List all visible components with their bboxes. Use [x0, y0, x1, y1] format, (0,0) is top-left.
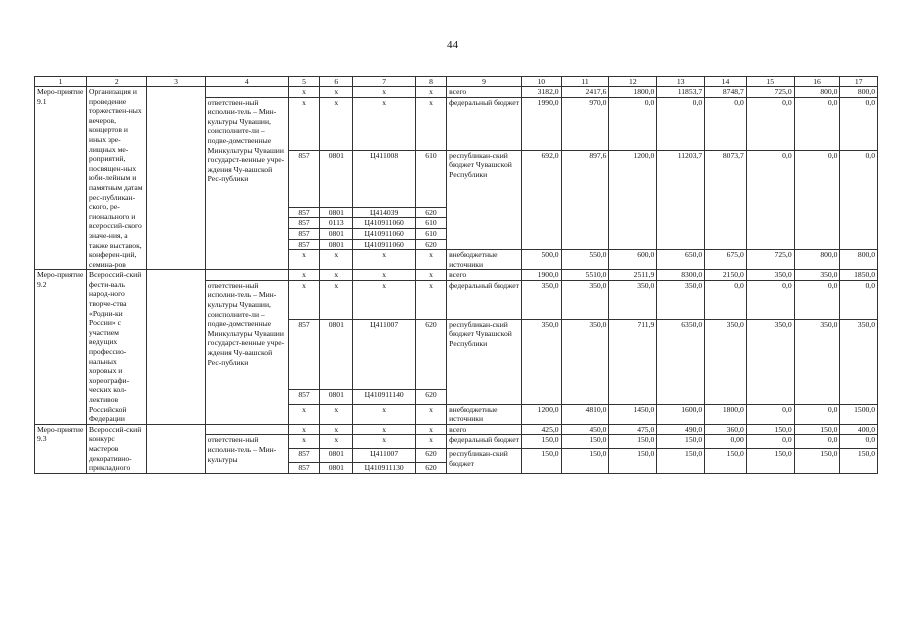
source-cell: федеральный бюджет — [447, 435, 522, 449]
section-code-cell: x — [320, 97, 353, 150]
source-cell: федеральный бюджет — [447, 97, 522, 150]
value-cell: 8748,7 — [705, 87, 747, 98]
col-header: 6 — [320, 77, 353, 87]
col-header: 13 — [657, 77, 705, 87]
expense-code-cell: 620 — [415, 449, 446, 463]
value-cell: 0,0 — [657, 97, 705, 150]
value-cell: 1450,0 — [609, 404, 657, 424]
target-code-cell: Ц410911060 — [353, 228, 415, 239]
executor-cell: ответствен-ный исполни-тель – Мин-культуры — [205, 435, 288, 473]
executor-empty-cell — [205, 87, 288, 98]
value-cell: 725,0 — [746, 250, 794, 270]
value-cell: 0,0 — [746, 280, 794, 319]
executor-cell: ответствен-ный исполни-тель – Мин-культуры Чувашии, соисполните-ли – подве-домственные Минкультуры Чувашии государст-венные учре-ждения Чу-вашской Рес-публики — [205, 97, 288, 270]
col-header: 4 — [205, 77, 288, 87]
value-cell: 150,0 — [657, 449, 705, 473]
value-cell: 970,0 — [561, 97, 609, 150]
value-cell: 1500,0 — [840, 404, 878, 424]
section-code-cell: 0113 — [320, 218, 353, 229]
expense-code-cell: 610 — [415, 228, 446, 239]
header-row — [35, 77, 878, 87]
source-cell: республикан-ский бюджет Чувашской Республики — [447, 150, 522, 249]
value-cell: 0,0 — [840, 280, 878, 319]
value-cell: 0,0 — [840, 97, 878, 150]
table-body — [35, 87, 878, 474]
value-cell: 150,0 — [746, 424, 794, 435]
value-cell: 675,0 — [705, 250, 747, 270]
target-code-cell: Ц410911130 — [353, 463, 415, 474]
source-cell: всего — [447, 87, 522, 98]
value-cell: 2417,6 — [561, 87, 609, 98]
section-code-cell: 0801 — [320, 239, 353, 250]
target-code-cell: x — [353, 97, 415, 150]
section-code-cell: x — [320, 435, 353, 449]
value-cell: 0,0 — [794, 97, 840, 150]
source-cell: всего — [447, 270, 522, 281]
value-cell: 350,0 — [522, 319, 562, 404]
value-cell: 1800,0 — [609, 87, 657, 98]
expense-code-cell: x — [415, 250, 446, 270]
target-code-cell: x — [353, 250, 415, 270]
value-cell: 1200,0 — [609, 150, 657, 249]
gr-code-cell: 857 — [288, 239, 319, 250]
value-cell: 800,0 — [840, 87, 878, 98]
value-cell: 0,0 — [705, 280, 747, 319]
gr-code-cell: x — [288, 404, 319, 424]
col-header: 12 — [609, 77, 657, 87]
value-cell: 150,0 — [657, 435, 705, 449]
target-code-cell: Ц411007 — [353, 449, 415, 463]
expense-code-cell: x — [415, 270, 446, 281]
value-cell: 150,0 — [705, 449, 747, 473]
value-cell: 800,0 — [840, 250, 878, 270]
gr-code-cell: x — [288, 280, 319, 319]
value-cell: 150,0 — [561, 435, 609, 449]
source-cell: федеральный бюджет — [447, 280, 522, 319]
section-code-cell: 0801 — [320, 150, 353, 207]
col-header: 16 — [794, 77, 840, 87]
value-cell: 350,0 — [522, 280, 562, 319]
source-cell: республикан-ский бюджет Чувашской Республики — [447, 319, 522, 404]
target-code-cell: Ц410911060 — [353, 218, 415, 229]
value-cell: 2511,9 — [609, 270, 657, 281]
col-header: 15 — [746, 77, 794, 87]
col-header: 9 — [447, 77, 522, 87]
col-header: 11 — [561, 77, 609, 87]
col-header: 2 — [87, 77, 147, 87]
col-header: 8 — [415, 77, 446, 87]
executor-cell: ответствен-ный исполни-тель – Мин-культуры Чувашии, соисполните-ли – подве-домственные Минкультуры Чувашии государст-венные учре-ждения Чу-вашской Рес-публики — [205, 280, 288, 424]
gr-code-cell: x — [288, 97, 319, 150]
source-cell: республикан-ский бюджет — [447, 449, 522, 473]
budget-table — [34, 76, 878, 474]
expense-code-cell: x — [415, 424, 446, 435]
empty-cell — [147, 270, 205, 425]
target-code-cell: x — [353, 435, 415, 449]
gr-code-cell: 857 — [288, 150, 319, 207]
source-cell: внебюджетные источники — [447, 250, 522, 270]
value-cell: 150,0 — [794, 424, 840, 435]
col-header: 5 — [288, 77, 319, 87]
value-cell: 1600,0 — [657, 404, 705, 424]
source-cell: всего — [447, 424, 522, 435]
value-cell: 150,0 — [522, 449, 562, 473]
target-code-cell: Ц411008 — [353, 150, 415, 207]
gr-code-cell: 857 — [288, 463, 319, 474]
value-cell: 0,00 — [705, 435, 747, 449]
target-code-cell: x — [353, 424, 415, 435]
expense-code-cell: 620 — [415, 207, 446, 218]
value-cell: 450,0 — [561, 424, 609, 435]
value-cell: 3182,0 — [522, 87, 562, 98]
value-cell: 5510,0 — [561, 270, 609, 281]
target-code-cell: Ц410911140 — [353, 389, 415, 404]
expense-code-cell: 620 — [415, 239, 446, 250]
expense-code-cell: 610 — [415, 150, 446, 207]
col-header: 1 — [35, 77, 87, 87]
page-number: 44 — [447, 39, 458, 51]
value-cell: 350,0 — [794, 319, 840, 404]
value-cell: 0,0 — [840, 435, 878, 449]
col-header: 17 — [840, 77, 878, 87]
value-cell: 0,0 — [705, 97, 747, 150]
value-cell: 600,0 — [609, 250, 657, 270]
section-code-cell: x — [320, 280, 353, 319]
empty-cell — [147, 87, 205, 270]
section-code-cell: 0801 — [320, 463, 353, 474]
value-cell: 725,0 — [746, 87, 794, 98]
value-cell: 8300,0 — [657, 270, 705, 281]
measure-name-cell: Всероссий-ский фести-валь народ-ного творче-ства «Родни-ки России» с участием ведущих профессио-нальных хоровых и хореографи-ческих кол-лективов Российской Федерации — [87, 270, 147, 425]
value-cell: 150,0 — [794, 449, 840, 473]
gr-code-cell: 857 — [288, 389, 319, 404]
value-cell: 425,0 — [522, 424, 562, 435]
value-cell: 490,0 — [657, 424, 705, 435]
value-cell: 150,0 — [522, 435, 562, 449]
measure-name-cell: Всероссий-ский конкурс мастеров декоративно-прикладного — [87, 424, 147, 473]
value-cell: 8073,7 — [705, 150, 747, 249]
value-cell: 650,0 — [657, 250, 705, 270]
expense-code-cell: 620 — [415, 319, 446, 389]
executor-empty-cell — [205, 270, 288, 281]
value-cell: 0,0 — [794, 404, 840, 424]
section-code-cell: x — [320, 404, 353, 424]
section-code-cell: 0801 — [320, 319, 353, 389]
value-cell: 350,0 — [746, 319, 794, 404]
gr-code-cell: x — [288, 87, 319, 98]
value-cell: 0,0 — [746, 435, 794, 449]
measure-name-cell: Организация и проведение торжествен-ных вечеров, концертов и иных зре-лищных ме-роприятий, посвящен-ных юби-лейным и памятным датам рес-публикан-ского, ре-гионального и всероссий-ского значе-ния, а также выставок, конферен-ций, семина-ров — [87, 87, 147, 270]
section-code-cell: 0801 — [320, 389, 353, 404]
gr-code-cell: x — [288, 270, 319, 281]
gr-code-cell: x — [288, 435, 319, 449]
value-cell: 350,0 — [561, 319, 609, 404]
section-code-cell: 0801 — [320, 449, 353, 463]
value-cell: 150,0 — [609, 449, 657, 473]
measure-cell: Меро-приятие 9.3 — [35, 424, 87, 473]
value-cell: 692,0 — [522, 150, 562, 249]
value-cell: 0,0 — [746, 97, 794, 150]
col-header: 3 — [147, 77, 205, 87]
measure-cell: Меро-приятие 9.1 — [35, 87, 87, 270]
value-cell: 0,0 — [746, 150, 794, 249]
value-cell: 550,0 — [561, 250, 609, 270]
table-row — [35, 87, 878, 98]
value-cell: 800,0 — [794, 87, 840, 98]
table-row — [35, 270, 878, 281]
value-cell: 350,0 — [657, 280, 705, 319]
value-cell: 150,0 — [561, 449, 609, 473]
expense-code-cell: 610 — [415, 218, 446, 229]
value-cell: 0,0 — [794, 150, 840, 249]
gr-code-cell: 857 — [288, 449, 319, 463]
executor-empty-cell — [205, 424, 288, 435]
gr-code-cell: x — [288, 424, 319, 435]
table-row — [35, 424, 878, 435]
gr-code-cell: 857 — [288, 228, 319, 239]
value-cell: 2150,0 — [705, 270, 747, 281]
target-code-cell: x — [353, 270, 415, 281]
section-code-cell: x — [320, 424, 353, 435]
value-cell: 350,0 — [705, 319, 747, 404]
value-cell: 0,0 — [794, 435, 840, 449]
gr-code-cell: 857 — [288, 319, 319, 389]
col-header: 7 — [353, 77, 415, 87]
measure-cell: Меро-приятие 9.2 — [35, 270, 87, 425]
value-cell: 350,0 — [609, 280, 657, 319]
value-cell: 350,0 — [561, 280, 609, 319]
expense-code-cell: x — [415, 435, 446, 449]
gr-code-cell: x — [288, 250, 319, 270]
value-cell: 1800,0 — [705, 404, 747, 424]
value-cell: 4810,0 — [561, 404, 609, 424]
col-header: 14 — [705, 77, 747, 87]
expense-code-cell: x — [415, 97, 446, 150]
expense-code-cell: x — [415, 280, 446, 319]
value-cell: 475,0 — [609, 424, 657, 435]
value-cell: 1850,0 — [840, 270, 878, 281]
value-cell: 360,0 — [705, 424, 747, 435]
value-cell: 1990,0 — [522, 97, 562, 150]
value-cell: 0,0 — [840, 150, 878, 249]
expense-code-cell: 620 — [415, 389, 446, 404]
value-cell: 711,9 — [609, 319, 657, 404]
source-cell: внебюджетные источники — [447, 404, 522, 424]
gr-code-cell: 857 — [288, 207, 319, 218]
value-cell: 1900,0 — [522, 270, 562, 281]
value-cell: 800,0 — [794, 250, 840, 270]
section-code-cell: x — [320, 250, 353, 270]
value-cell: 0,0 — [609, 97, 657, 150]
value-cell: 6350,0 — [657, 319, 705, 404]
expense-code-cell: x — [415, 404, 446, 424]
target-code-cell: Ц411007 — [353, 319, 415, 389]
value-cell: 400,0 — [840, 424, 878, 435]
value-cell: 150,0 — [746, 449, 794, 473]
value-cell: 500,0 — [522, 250, 562, 270]
target-code-cell: x — [353, 404, 415, 424]
section-code-cell: x — [320, 270, 353, 281]
value-cell: 11203,7 — [657, 150, 705, 249]
value-cell: 897,6 — [561, 150, 609, 249]
target-code-cell: x — [353, 280, 415, 319]
target-code-cell: x — [353, 87, 415, 98]
expense-code-cell: 620 — [415, 463, 446, 474]
value-cell: 1200,0 — [522, 404, 562, 424]
value-cell: 0,0 — [746, 404, 794, 424]
value-cell: 350,0 — [840, 319, 878, 404]
target-code-cell: Ц410911060 — [353, 239, 415, 250]
expense-code-cell: x — [415, 87, 446, 98]
gr-code-cell: 857 — [288, 218, 319, 229]
value-cell: 350,0 — [746, 270, 794, 281]
value-cell: 150,0 — [609, 435, 657, 449]
section-code-cell: 0801 — [320, 228, 353, 239]
value-cell: 150,0 — [840, 449, 878, 473]
value-cell: 350,0 — [794, 270, 840, 281]
value-cell: 0,0 — [794, 280, 840, 319]
section-code-cell: 0801 — [320, 207, 353, 218]
value-cell: 11853,7 — [657, 87, 705, 98]
target-code-cell: Ц414039 — [353, 207, 415, 218]
section-code-cell: x — [320, 87, 353, 98]
col-header: 10 — [522, 77, 562, 87]
empty-cell — [147, 424, 205, 473]
